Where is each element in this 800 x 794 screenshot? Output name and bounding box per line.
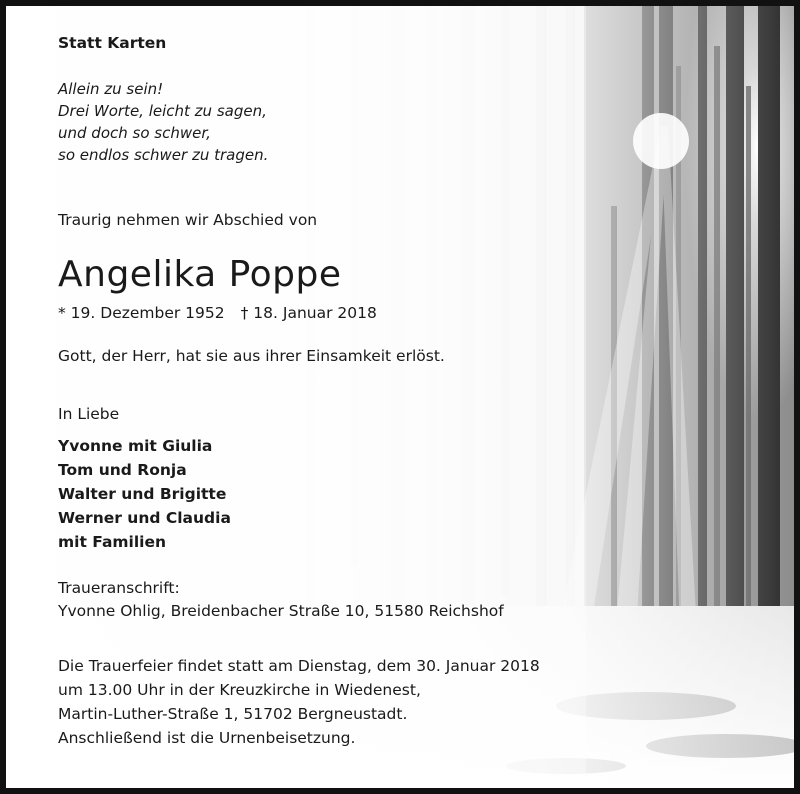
in-liebe-label: In Liebe [58,405,120,423]
intro-text: Traurig nehmen wir Abschied von [58,211,318,229]
poem-line: so endlos schwer zu tragen. [58,146,269,164]
service-line: um 13.00 Uhr in der Kreuzkirche in Wiedenest, [58,681,421,699]
birth-date: * 19. Dezember 1952 [58,304,225,322]
poem-line: Drei Worte, leicht zu sagen, [58,102,267,120]
verse-text: Gott, der Herr, hat sie aus ihrer Einsamkeit erlöst. [58,347,445,365]
service-info [58,654,540,750]
address-text: Yvonne Ohlig, Breidenbacher Straße 10, 51580 Reichshof [58,602,504,620]
poem-line: Allein zu sein! [58,80,164,98]
poem [58,78,268,166]
family-member: Yvonne mit Giulia [58,437,213,455]
service-line: Anschließend ist die Urnenbeisetzung. [58,729,356,747]
header-label: Statt Karten [58,34,167,52]
service-line: Die Trauerfeier findet statt am Dienstag, dem 30. Januar 2018 [58,657,540,675]
poem-line: und doch so schwer, [58,124,211,142]
family-member: Werner und Claudia [58,509,231,527]
address-label: Traueranschrift: [58,579,180,597]
death-date: † 18. Januar 2018 [240,304,377,322]
family-list [58,434,231,554]
life-dates [58,301,377,325]
service-line: Martin-Luther-Straße 1, 51702 Bergneustadt. [58,705,408,723]
deceased-name: Angelika Poppe [58,254,342,295]
family-member: Tom und Ronja [58,461,187,479]
family-member: Walter und Brigitte [58,485,227,503]
family-member: mit Familien [58,533,167,551]
